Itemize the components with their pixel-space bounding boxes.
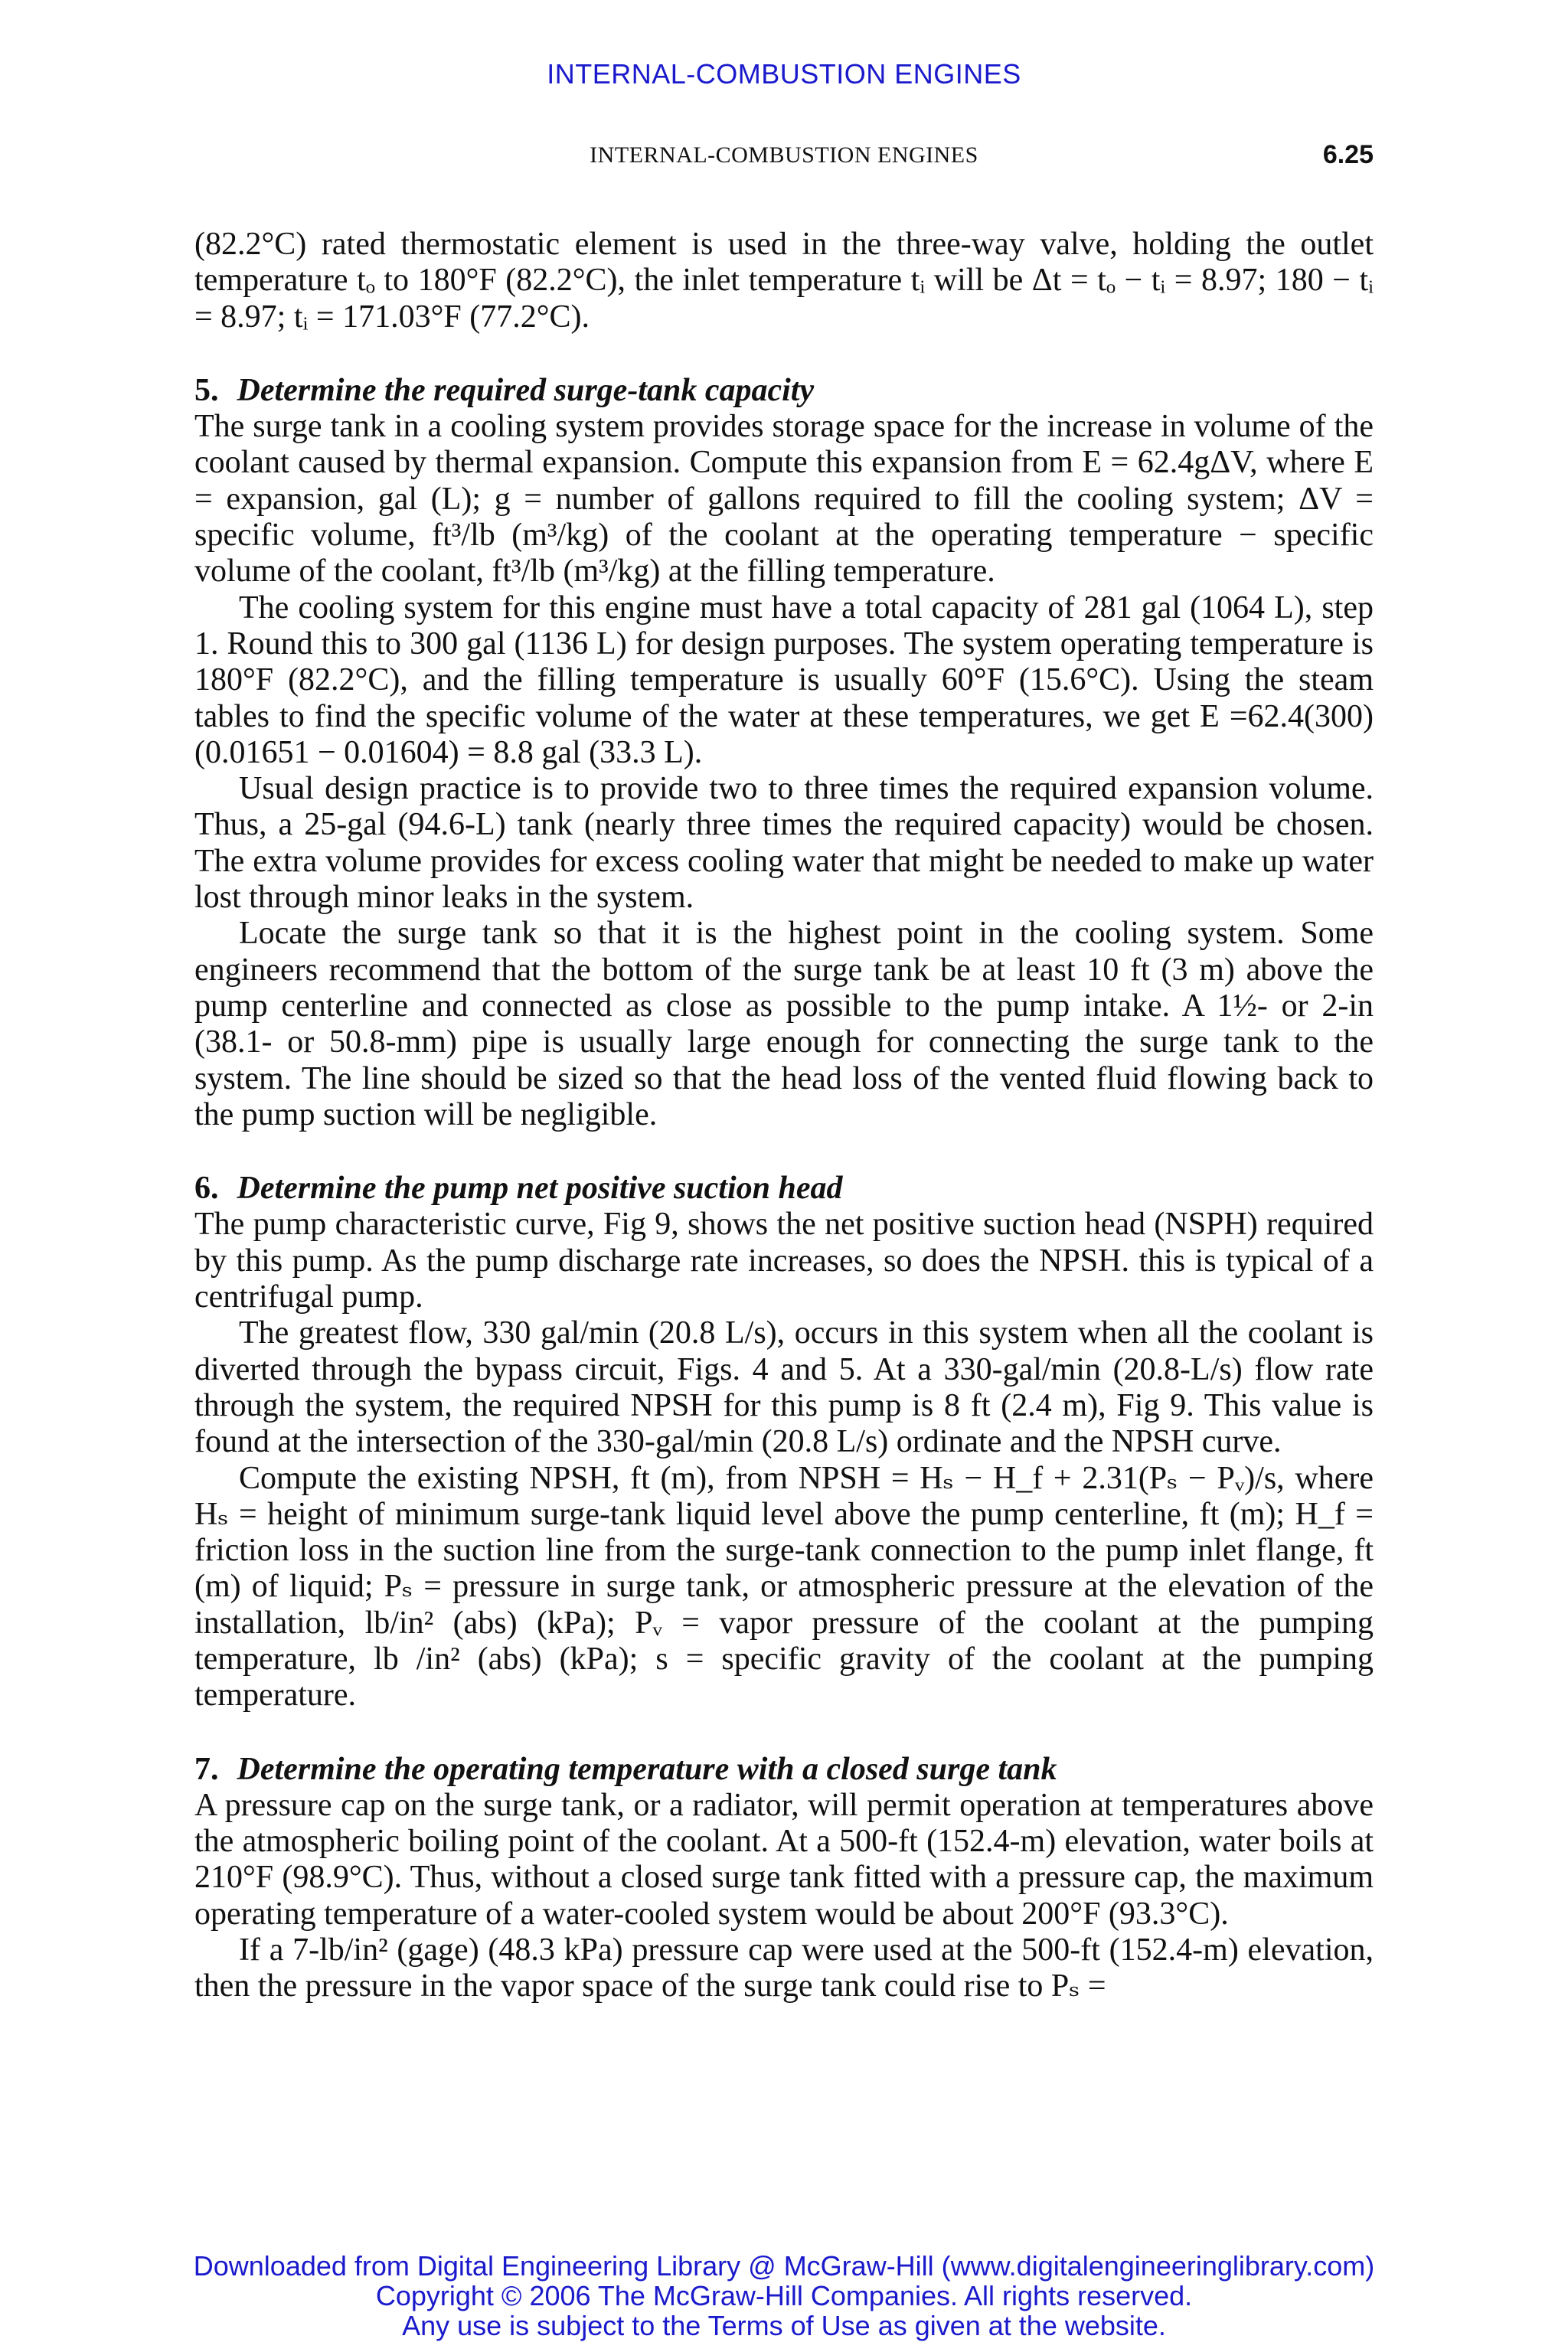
step-5-heading: [194, 373, 1374, 409]
step-5-number: 5.: [194, 372, 219, 408]
footer-copyright: Copyright © 2006 The McGraw-Hill Companies. All rights reserved.: [375, 2280, 1193, 2311]
step-7-heading: [194, 1752, 1374, 1788]
footer-notice: [0, 2251, 1568, 2341]
step-7-paragraph-1: A pressure cap on the surge tank, or a radiator, will permit operation at temperatures above the atmospheric boiling point of the coolant. At a 500-ft (152.4-m) elevation, water boils at 210°F (98.9°C). Thus, without a closed surge tank fitted with a pressure cap, the maximum operating temperature of a water-cooled system would be about 200°F (93.3°C).: [194, 1787, 1374, 1932]
step-5-paragraph-1: The surge tank in a cooling system provides storage space for the increase in volume of the coolant caused by thermal expansion. Compute this expansion from E = 62.4gΔV, where E = expansion, gal (L); g = number of gallons required to fill the cooling system; ΔV = specific volume, ft³/lb (m³/kg) of the coolant at the operating temperature − specific volume of the coolant, ft³/lb (m³/kg) at the filling temperature.: [194, 409, 1374, 590]
step-6-paragraph-3: Compute the existing NPSH, ft (m), from NPSH = Hₛ − H_f + 2.31(Pₛ − Pᵥ)/s, where Hₛ = height of minimum surge-tank liquid level above the pump centerline, ft (m); H_f = friction loss in the suction line from the surge-tank connection to the pump inlet flange, ft (m) of liquid; Pₛ = pressure in surge tank, or atmospheric pressure at the elevation of the installation, lb/in² (abs) (kPa); Pᵥ = vapor pressure of the coolant at the pumping temperature, lb /in² (abs) (kPa); s = specific gravity of the coolant at the pumping temperature.: [194, 1460, 1374, 1713]
step-6-heading: [194, 1171, 1374, 1207]
chapter-title-link[interactable]: INTERNAL-COMBUSTION ENGINES: [547, 58, 1021, 90]
footer-download-link[interactable]: Downloaded from Digital Engineering Library @ McGraw-Hill (www.digitalengineeringlibrary.com): [193, 2250, 1375, 2282]
step-5-paragraph-2: The cooling system for this engine must have a total capacity of 281 gal (1064 L), step 1. Round this to 300 gal (1136 L) for design purposes. The system operating temperature is 180°F (82.2°C), and the filling temperature is usually 60°F (15.6°C). Using the steam tables to find the specific volume of the water at these temperatures, we get E =62.4(300)(0.01651 − 0.01604) = 8.8 gal (33.3 L).: [194, 590, 1374, 770]
step-6-paragraph-1: The pump characteristic curve, Fig 9, shows the net positive suction head (NSPH) required by this pump. As the pump discharge rate increases, so does the NPSH. this is typical of a centrifugal pump.: [194, 1207, 1374, 1315]
step-7-paragraph-2: If a 7-lb/in² (gage) (48.3 kPa) pressure cap were used at the 500-ft (152.4-m) elevation, then the pressure in the vapor space of the surge tank could rise to Pₛ =: [194, 1932, 1374, 2004]
step-5-paragraph-4: Locate the surge tank so that it is the highest point in the cooling system. Some engineers recommend that the bottom of the surge tank be at least 10 ft (3 m) above the pump centerline and connected as close as possible to the pump intake. A 1½- or 2-in (38.1- or 50.8-mm) pipe is usually large enough for connecting the surge tank to the system. The line should be sized so that the head loss of the vented fluid flowing back to the pump suction will be negligible.: [194, 916, 1374, 1132]
step-6-paragraph-2: The greatest flow, 330 gal/min (20.8 L/s), occurs in this system when all the coolant is diverted through the bypass circuit, Figs. 4 and 5. At a 330-gal/min (20.8-L/s) flow rate through the system, the required NPSH for this pump is 8 ft (2.4 m), Fig 9. This value is found at the intersection of the 330-gal/min (20.8 L/s) ordinate and the NPSH curve.: [194, 1315, 1374, 1460]
page-number: 6.25: [1322, 140, 1374, 169]
step-7-number: 7.: [194, 1751, 219, 1787]
intro-paragraph: (82.2°C) rated thermostatic element is used in the three-way valve, holding the outlet temperature tₒ to 180°F (82.2°C), the inlet temperature tᵢ will be Δt = tₒ − tᵢ = 8.97; 180 − tᵢ = 8.97; tᵢ = 171.03°F (77.2°C).: [194, 227, 1374, 335]
footer-terms: Any use is subject to the Terms of Use as given at the website.: [402, 2310, 1166, 2341]
step-6-title: Determine the pump net positive suction head: [237, 1171, 843, 1207]
step-6-number: 6.: [194, 1171, 219, 1207]
running-title: INTERNAL-COMBUSTION ENGINES: [590, 142, 978, 168]
running-header: [194, 142, 1374, 176]
step-5-paragraph-3: Usual design practice is to provide two to three times the required expansion volume. Thus, a 25-gal (94.6-L) tank (nearly three times the required capacity) would be chosen. The extra volume provides for excess cooling water that might be needed to make up water lost through minor leaks in the system.: [194, 771, 1374, 916]
step-5-title: Determine the required surge-tank capacity: [237, 372, 815, 408]
step-7-title: Determine the operating temperature with a closed surge tank: [237, 1751, 1057, 1787]
page-body: [194, 227, 1374, 2005]
